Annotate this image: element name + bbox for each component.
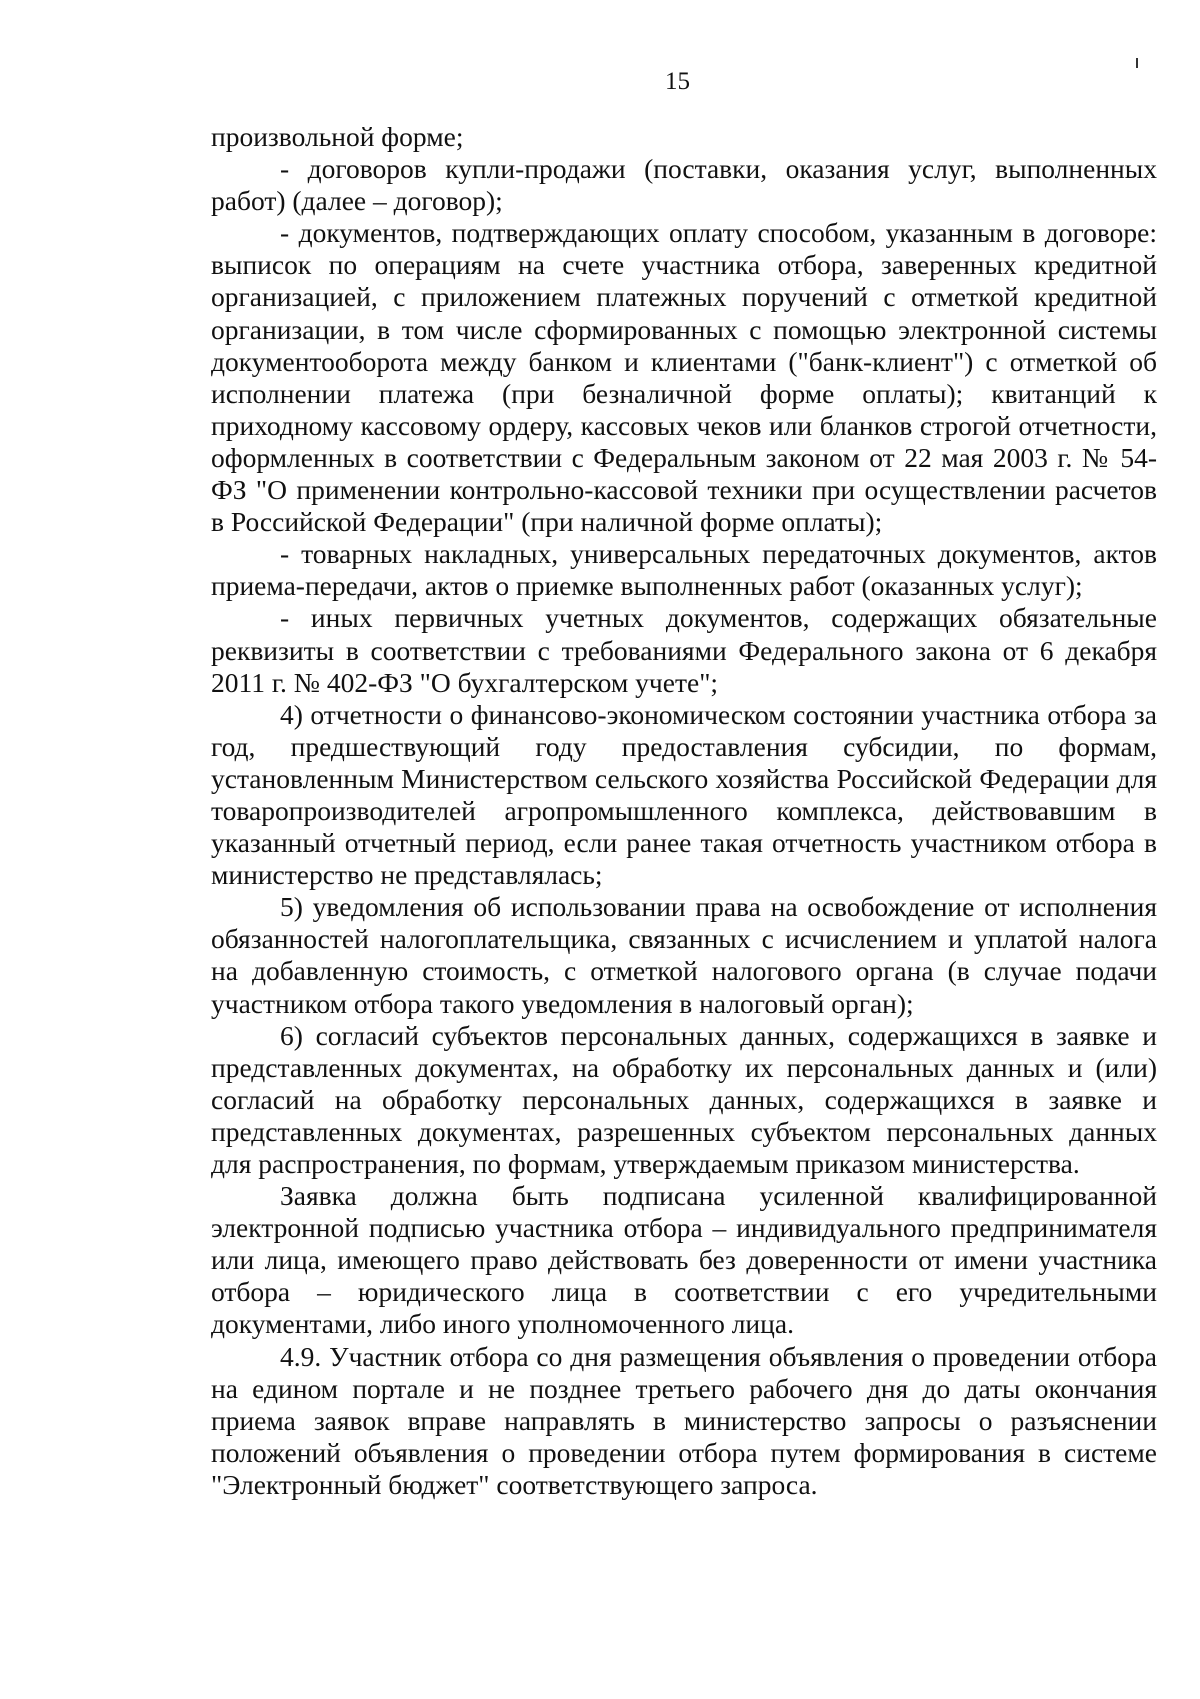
paragraph-item-5: 5) уведомления об использовании права на освобождение от исполнения обязанностей налогоплательщика, связанных с исчислением и уплатой налога на добавленную стоимость, с отметкой налогового органа (в случае подачи участником отбора такого уведомления в налоговый орган); xyxy=(211,891,1157,1019)
paragraph-signature-requirement: Заявка должна быть подписана усиленной квалифицированной электронной подписью участника отбора – индивидуального предпринимателя или лица, имеющего право действовать без доверенности от имени участника отбора – юридического лица в соответствии с его учредительными документами, либо иного уполномоченного лица. xyxy=(211,1180,1157,1340)
paragraph-continuation: произвольной форме; xyxy=(211,121,464,152)
paragraph-waybills: - товарных накладных, универсальных передаточных документов, актов приема-передачи, актов о приемке выполненных работ (оказанных услуг); xyxy=(211,538,1157,602)
paragraph-section-4-9: 4.9. Участник отбора со дня размещения объявления о проведении отбора на едином портале и не позднее третьего рабочего дня до даты окончания приема заявок вправе направлять в министерство запросы о разъяснении положений объявления о проведении отбора путем формирования в системе "Электронный бюджет" соответствующего запроса. xyxy=(211,1340,1157,1500)
paragraph-item-6: 6) согласий субъектов персональных данных, содержащихся в заявке и представленных документах, на обработку их персональных данных и (или) согласий на обработку персональных данных, содержащихся в заявке и представленных документах, разрешенных субъектом персональных данных для распространения, по формам, утверждаемым приказом министерства. xyxy=(211,1019,1157,1179)
paragraph-contracts: - договоров купли-продажи (поставки, оказания услуг, выполненных работ) (далее – договор); xyxy=(211,153,1157,217)
scan-mark xyxy=(1136,58,1138,68)
document-body xyxy=(211,121,1157,1501)
paragraph-primary-documents: - иных первичных учетных документов, содержащих обязательные реквизиты в соответствии с требованиями Федерального закона от 6 декабря 2011 г. № 402-ФЗ "О бухгалтерском учете"; xyxy=(211,602,1157,698)
page-number: 15 xyxy=(665,68,690,95)
paragraph-item-4: 4) отчетности о финансово-экономическом состоянии участника отбора за год, предшествующий году предоставления субсидии, по формам, установленным Министерством сельского хозяйства Российской Федерации для товаропроизводителей агропромышленного комплекса, действовавшим в указанный отчетный период, если ранее такая отчетность участником отбора в министерство не представлялась; xyxy=(211,698,1157,891)
paragraph-payment-documents: - документов, подтверждающих оплату способом, указанным в договоре: выписок по операциям на счете участника отбора, заверенных кредитной организацией, с приложением платежных поручений с отметкой кредитной организации, в том числе сформированных с помощью электронной системы документооборота между банком и клиентами ("банк-клиент") с отметкой об исполнении платежа (при безналичной форме оплаты); квитанций к приходному кассовому ордеру, кассовых чеков или бланков строгой отчетности, оформленных в соответствии с Федеральным законом от 22 мая 2003 г. № 54-ФЗ "О применении контрольно-кассовой техники при осуществлении расчетов в Российской Федерации" (при наличной форме оплаты); xyxy=(211,217,1157,538)
